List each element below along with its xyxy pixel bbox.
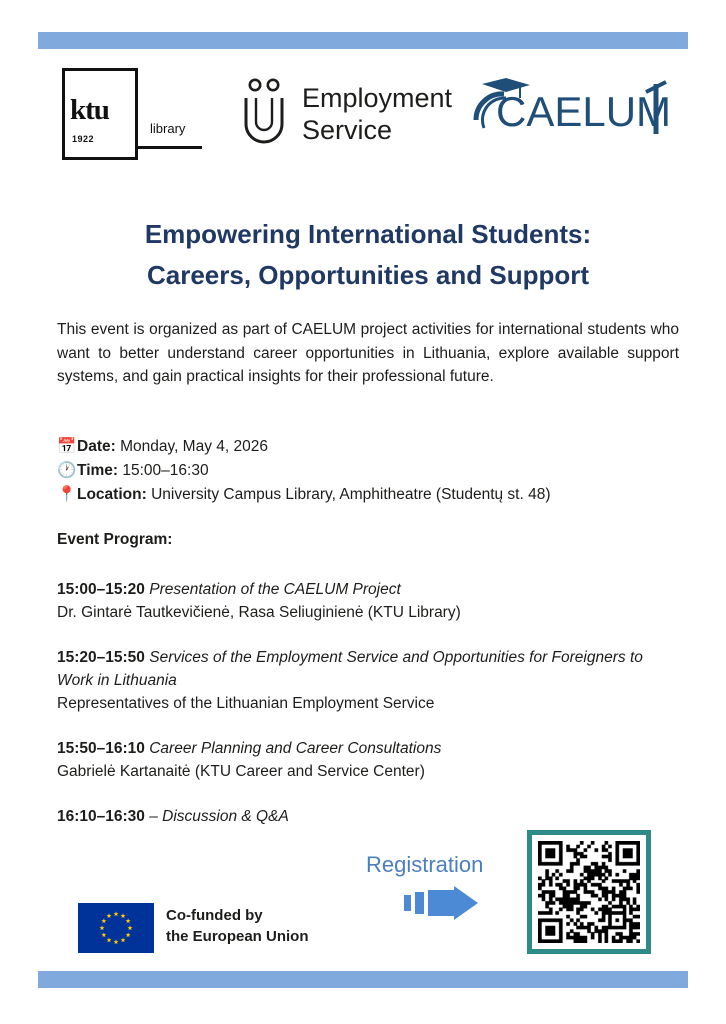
event-time-line	[57, 459, 679, 483]
location-pin-icon: 📍	[57, 486, 77, 503]
program-slot	[57, 578, 679, 624]
program-slot	[57, 646, 679, 715]
eu-stars-icon	[78, 903, 154, 953]
event-location-value: University Campus Library, Amphitheatre (Studentų st. 48)	[151, 486, 551, 503]
caelum-logo	[470, 76, 680, 150]
employment-service-label-line1: Employment	[302, 83, 453, 113]
program-slot	[57, 737, 679, 783]
clock-icon: 🕐	[57, 462, 77, 479]
program-slot-speakers: Gabrielė Kartanaitė (KTU Career and Service Center)	[57, 763, 425, 780]
program-slot-time: 15:20–15:50	[57, 649, 145, 666]
event-time-label: Time:	[77, 462, 119, 479]
eu-funding-text	[166, 905, 309, 947]
ktu-logo-rule	[138, 146, 202, 149]
employment-service-mark-icon	[238, 78, 290, 148]
top-decorative-band	[38, 32, 688, 49]
qr-code-icon	[538, 841, 640, 943]
program-heading: Event Program:	[57, 531, 173, 548]
page-title-line2: Careers, Opportunities and Support	[146, 260, 590, 290]
program-slot-time: 15:50–16:10	[57, 740, 145, 757]
eu-flag-icon	[78, 903, 154, 953]
ktu-wordmark: ktu	[70, 94, 109, 126]
program-slot-topic: – Discussion & Q&A	[149, 808, 289, 825]
event-date-label: Date:	[77, 438, 116, 455]
program-slot-time: 16:10–16:30	[57, 808, 145, 825]
eu-funding-line1: Co-funded by	[166, 907, 263, 924]
program-slot-topic: Services of the Employment Service and Opportunities for Foreigners to Work in Lithuania	[57, 649, 643, 689]
event-details	[57, 435, 679, 507]
intro-paragraph: This event is organized as part of CAELUM project activities for international students who want to better understand career opportunities in Lithuania, explore available support systems, and gain practical insights for their professional future.	[57, 321, 679, 385]
program-slot-speakers: Representatives of the Lithuanian Employment Service	[57, 695, 435, 712]
employment-service-label-line2: Service	[302, 115, 393, 145]
eu-funding-logo	[78, 903, 346, 953]
event-time-value: 15:00–16:30	[122, 462, 209, 479]
program-slot	[57, 805, 679, 828]
ktu-year: 1922	[72, 134, 95, 144]
employment-service-label	[302, 82, 452, 146]
right-arrow-icon	[404, 886, 478, 920]
program-slot-topic: Presentation of the CAELUM Project	[149, 581, 401, 598]
logo-row	[52, 62, 680, 170]
eu-funding-line2: the European Union	[166, 928, 309, 945]
registration-qr-code[interactable]	[527, 830, 651, 954]
ktu-library-label: library	[150, 121, 186, 136]
calendar-icon: 📅	[57, 438, 77, 455]
ktu-library-logo	[62, 68, 202, 166]
event-location-line	[57, 483, 679, 507]
event-date-line	[57, 435, 679, 459]
employment-service-logo	[238, 76, 498, 158]
registration-label: Registration	[366, 852, 484, 877]
program-slot-time: 15:00–15:20	[57, 581, 145, 598]
event-date-value: Monday, May 4, 2026	[120, 438, 268, 455]
program-slot-speakers: Dr. Gintarė Tautkevičienė, Rasa Seliuginienė (KTU Library)	[57, 604, 461, 621]
bottom-decorative-band	[38, 971, 688, 988]
page-title-line1: Empowering International Students:	[144, 219, 592, 249]
program-slot-topic: Career Planning and Career Consultations	[149, 740, 442, 757]
event-location-label: Location:	[77, 486, 147, 503]
page-title	[56, 214, 680, 296]
program-list	[57, 578, 679, 850]
caelum-wordmark: CAELUM	[496, 88, 672, 135]
